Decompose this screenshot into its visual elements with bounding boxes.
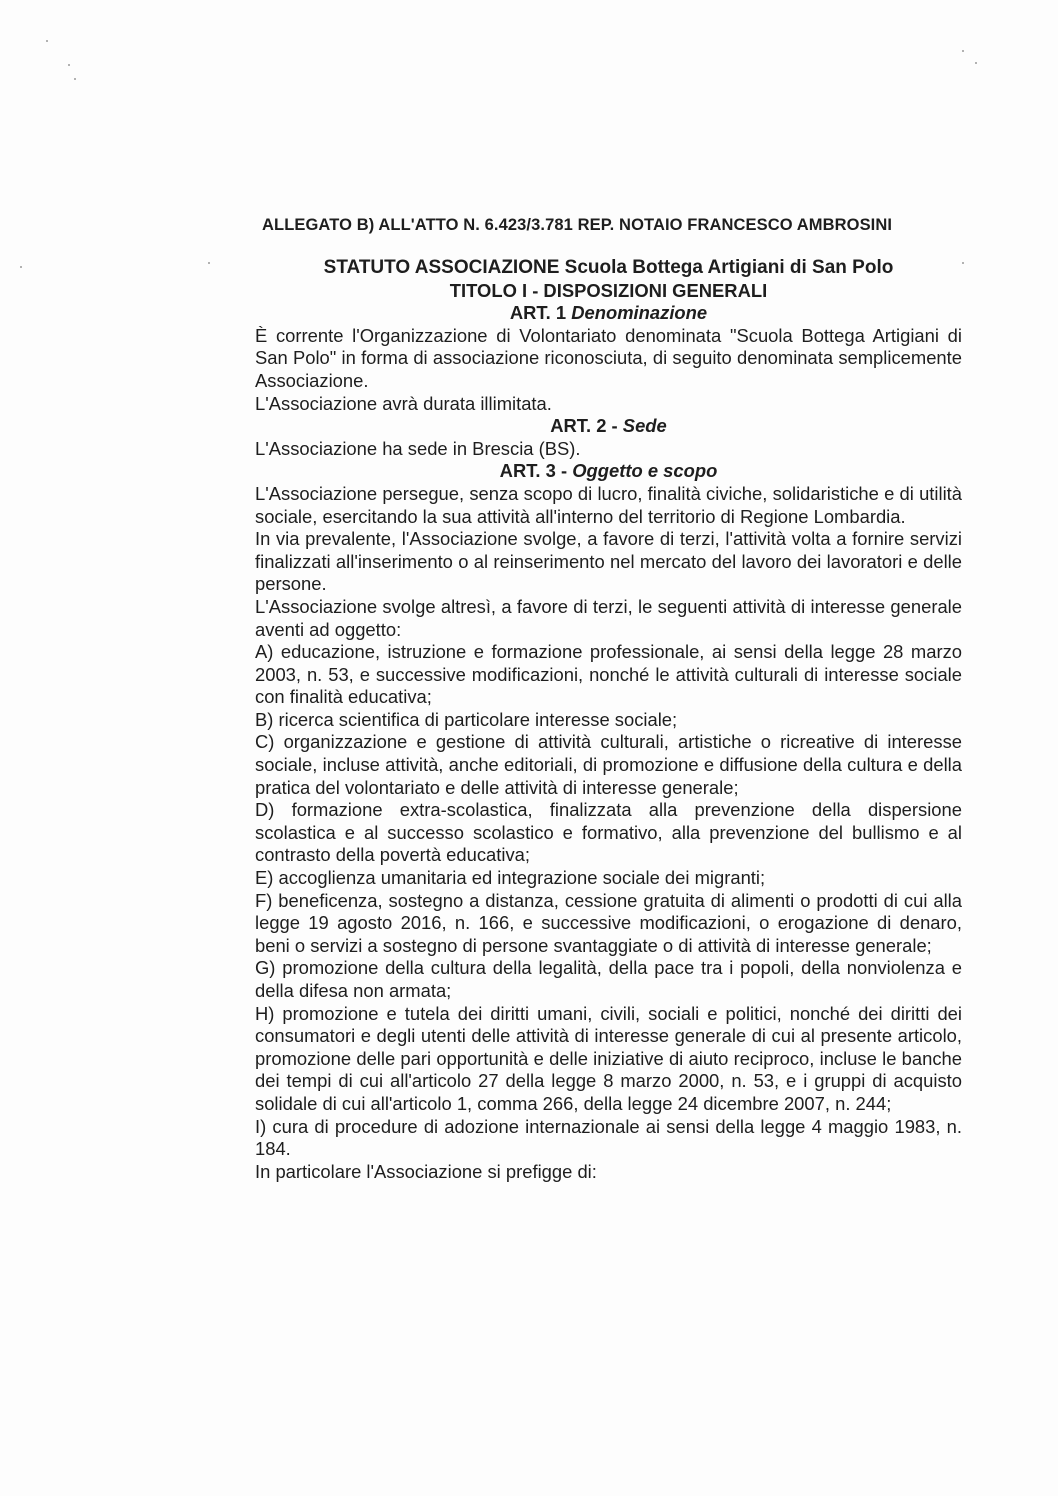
art1-heading <box>255 302 962 325</box>
art3-item-e: E) accoglienza umanitaria ed integrazione sociale dei migranti; <box>255 867 766 889</box>
art3-paragraph: L'Associazione persegue, senza scopo di lucro, finalità civiche, solidaristiche e di utilità sociale, esercitando la sua attività all'interno del territorio di Regione Lombardia. <box>255 482 962 527</box>
art3-paragraph: In via prevalente, l'Associazione svolge, a favore di terzi, l'attività volta a fornire servizi finalizzati all'inserimento o al reinserimento nel mercato del lavoro dei lavoratori e delle persone. <box>255 528 962 595</box>
statute-prefix: STATUTO ASSOCIAZIONE <box>323 257 560 278</box>
art1-name: Denominazione <box>571 302 708 324</box>
scan-speck <box>46 40 48 42</box>
art3-paragraph: In particolare l'Associazione si prefigge di: <box>255 1160 597 1182</box>
art1-paragraph: L'Associazione avrà durata illimitata. <box>255 392 552 414</box>
art2-paragraph: L'Associazione ha sede in Brescia (BS). <box>255 437 581 459</box>
scan-speck <box>20 266 22 268</box>
art2-heading <box>255 415 962 438</box>
association-name: Scuola Bottega Artigiani di San Polo <box>564 257 894 278</box>
art1-number: ART. 1 <box>509 302 567 324</box>
art2-number: ART. 2 - <box>550 415 618 437</box>
art3-name: Oggetto e scopo <box>572 460 718 482</box>
art1-paragraph: È corrente l'Organizzazione di Volontariato denominata "Scuola Bottega Artigiani di San Polo" in forma di associazione riconosciuta, di seguito denominata semplicemente Associazione. <box>255 324 962 391</box>
art3-item-f: F) beneficenza, sostegno a distanza, cessione gratuita di alimenti o prodotti di cui alla legge 19 agosto 2016, n. 166, e successive modificazioni, o erogazione di denaro, beni o servizi a sostegno di persone svantaggiate o di attività di interesse generale; <box>255 889 962 956</box>
scan-speck <box>68 64 70 66</box>
scan-speck <box>74 78 76 80</box>
scan-speck <box>208 262 210 264</box>
scan-speck <box>962 262 964 264</box>
scan-speck <box>975 62 977 64</box>
art2-name: Sede <box>622 415 667 437</box>
art3-item-i: I) cura di procedure di adozione internazionale ai sensi della legge 4 maggio 1983, n. 184. <box>255 1115 962 1160</box>
art3-heading <box>255 460 962 483</box>
art3-item-a: A) educazione, istruzione e formazione professionale, ai sensi della legge 28 marzo 2003, n. 53, e successive modificazioni, nonché le attività culturali di interesse sociale con finalità educativa; <box>255 641 962 708</box>
titolo-heading: TITOLO I - DISPOSIZIONI GENERALI <box>449 279 768 301</box>
art3-paragraph: L'Associazione svolge altresì, a favore di terzi, le seguenti attività di interesse generale aventi ad oggetto: <box>255 595 962 640</box>
attachment-header: ALLEGATO B) ALL'ATTO N. 6.423/3.781 REP. NOTAIO FRANCESCO AMBROSINI <box>262 216 893 234</box>
art3-item-c: C) organizzazione e gestione di attività culturali, artistiche o ricreative di interesse sociale, incluse attività, anche editoriali, di promozione e diffusione della cultura e della pratica del volontariato e delle attività di interesse generale; <box>255 731 962 798</box>
statute-title <box>255 257 962 280</box>
scan-speck <box>962 50 964 52</box>
statute-body <box>255 257 962 1183</box>
art3-item-g: G) promozione della cultura della legalità, della pace tra i popoli, della nonviolenza e della difesa non armata; <box>255 957 962 1001</box>
art3-item-h: H) promozione e tutela dei diritti umani, civili, sociali e politici, nonché dei diritti dei consumatori e degli utenti delle attività di interesse generale di cui al presente articolo, promozione delle pari opportunità e delle iniziative di aiuto reciproco, incluse le banche dei tempi di cui all'articolo 27 della legge 8 marzo 2000, n. 53, e i gruppi di acquisto solidale di cui all'articolo 1, comma 266, della legge 24 dicembre 2007, n. 244; <box>255 1002 962 1114</box>
art3-item-b: B) ricerca scientifica di particolare interesse sociale; <box>255 708 678 730</box>
art3-number: ART. 3 - <box>499 460 568 482</box>
art3-item-d: D) formazione extra-scolastica, finalizzata alla prevenzione della dispersione scolastica e al successo scolastico e formativo, alla prevenzione del bullismo e al contrasto della povertà educativa; <box>255 799 962 866</box>
